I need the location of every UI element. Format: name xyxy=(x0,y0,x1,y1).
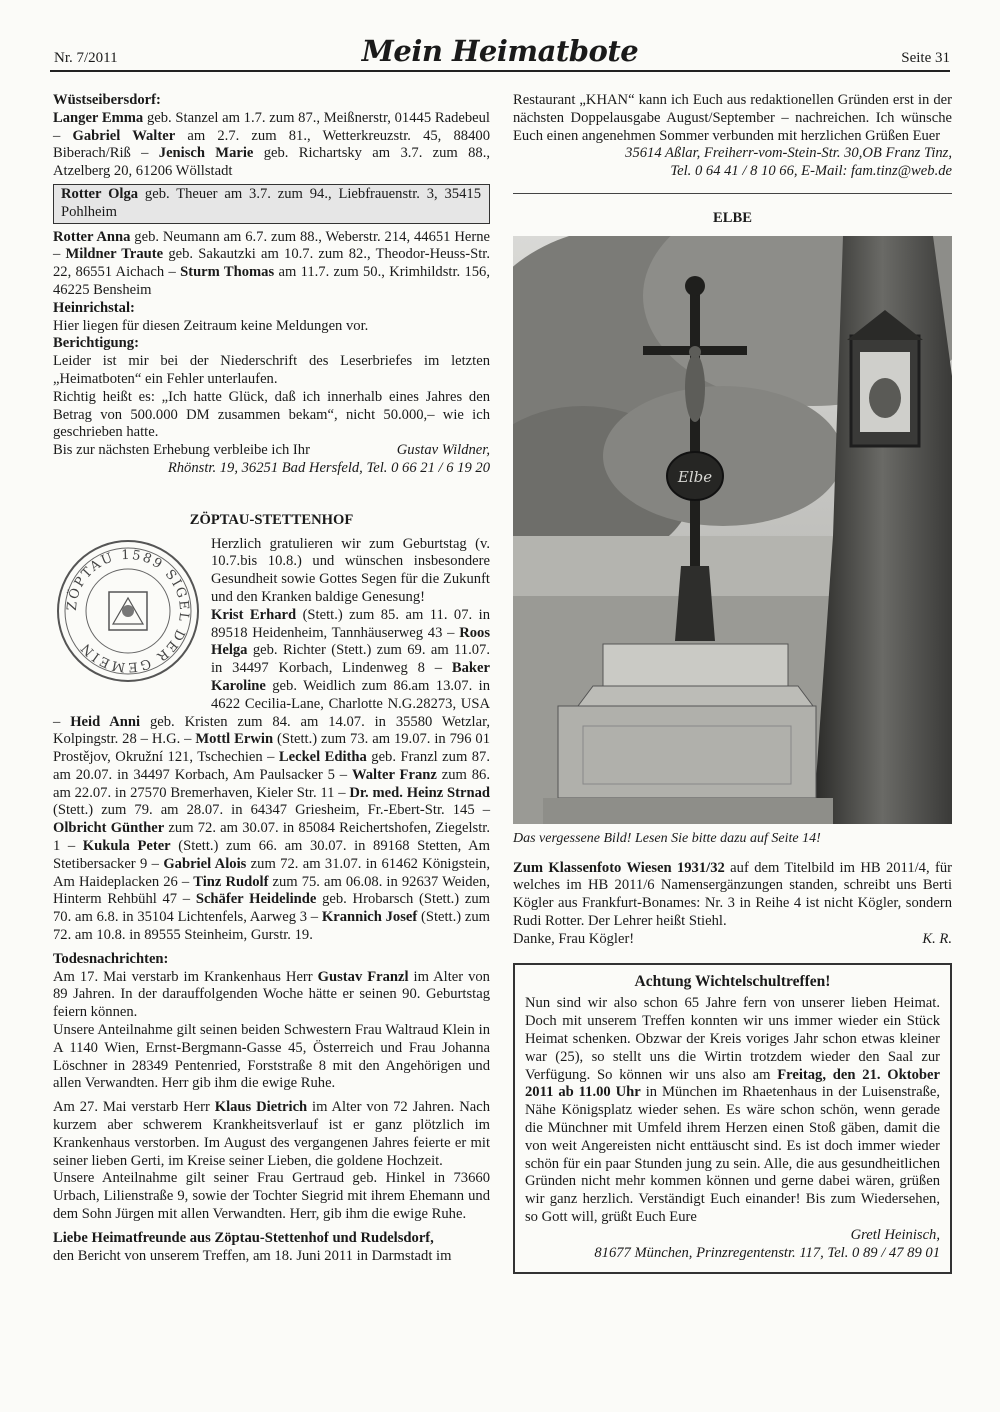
left-column xyxy=(53,92,490,1265)
obituary-franzl xyxy=(53,969,490,1022)
letter-heading: Liebe Heimatfreunde aus Zöptau-Stettenhof und Rudelsdorf, xyxy=(53,1229,434,1246)
issue-number: Nr. 7/2011 xyxy=(54,50,118,66)
person-name: Sturm Thomas xyxy=(180,264,275,281)
text-run: (Stett.) zum 72. am 10.8. in 89555 Steinheim, Gurstr. 19. xyxy=(53,909,490,944)
text-run: Am 27. Mai verstarb Herr xyxy=(53,1099,215,1116)
right-column xyxy=(513,92,952,1274)
letter-continuation: Restaurant „KHAN“ kann ich Euch aus redaktionellen Gründen erst in der nächsten Doppelausgabe August/September – nachreichen. Ich wünsche Euch einen angenehmen Sommer verbunden mit herzlichen Grüßen Euer OB Franz Tinz, xyxy=(513,92,952,162)
person-name: Gabriel Alois xyxy=(163,855,247,872)
seal-lettering: ZÖPTAU 1589 SIGEL DER GEMEIN xyxy=(64,547,192,674)
reunion-address: 81677 München, Prinzregentenstr. 117, Tel. 0 89 / 47 89 01 xyxy=(594,1244,940,1261)
person-name: Langer Emma xyxy=(53,109,144,126)
text-run: am 11.7. zum 50., Krimhildstr. 156, 46225 Bensheim xyxy=(53,264,490,298)
text-run: geb. Hrobarsch (Stett.) zum 70. am 6.8. in 35104 Lichtenfels, Aarweg 3 – xyxy=(53,891,490,926)
text-run: (Stett.) zum 79. am 28.07. in 64347 Griesheim, Fr.-Ebert-Str. 145 – xyxy=(53,802,490,819)
reunion-notice-box xyxy=(513,963,952,1275)
section-heading-obituaries: Todesnachrichten: xyxy=(53,950,169,967)
text-run: zum 86. am 22.07. in 27570 Bremerhaven, Kieler Str. 11 – xyxy=(53,766,490,801)
birthday-list-wuestseibersdorf xyxy=(53,110,490,181)
person-name: Mildner Traute xyxy=(65,246,164,263)
person-name: Roos Helga xyxy=(211,624,490,659)
reunion-signature: Gretl Heinisch, xyxy=(850,1226,940,1243)
letter-signature: OB Franz Tinz, xyxy=(862,145,952,162)
person-name: Dr. med. Heinz Strnad xyxy=(349,784,490,801)
text-run: geb. Franzl zum 87. am 20.07. in 34497 Korbach, Am Paulsacker 5 – xyxy=(53,749,490,783)
text-run: geb. Kristen zum 84. am 14.07. in 35580 Wetzlar, Kolpingstr. 28 – H.G. – xyxy=(53,713,491,748)
text-run: geb. Richter (Stett.) zum 69. am 11.07. in 34497 Korbach, Lindenweg 8 – xyxy=(211,642,490,677)
reunion-text xyxy=(525,995,940,1226)
text-run: (Stett.) zum 66. am 30.07. in 89168 Stetten, Am Stetibersacker 9 – xyxy=(53,838,490,872)
text-run: geb. Theuer am 3.7. zum 94., Liebfrauenstr. 3, 35415 Pohlheim xyxy=(61,185,481,220)
correction-address: Rhönstr. 19, 36251 Bad Hersfeld, Tel. 0 66 21 / 6 19 20 xyxy=(167,459,490,476)
letter-address-1: 35614 Aßlar, Freiherr-vom-Stein-Str. 30, xyxy=(625,145,863,162)
obituary-franzl-condolence: Unsere Anteilnahme gilt seinen beiden Schwestern Frau Waltraud Klein in A 1140 Wien, Ernst-Bergmann-Gasse 45, Österreich und Frau Johanna Löschner in 28349 Pentenried, Forststraße 8 mit den Angehörigen und allen Verwandten. Herr gib ihm die ewige Ruhe. xyxy=(53,1022,490,1092)
person-name: Tinz Rudolf xyxy=(193,873,269,890)
page-number: Seite 31 xyxy=(901,50,950,66)
person-name: Gabriel Walter xyxy=(72,127,176,144)
text-run: im Alter von 72 Jahren. Nach kurzem aber schwerem Krankheitsverlauf ist er ganz plötzlich im Krankenhaus verstorben. Im August des vergangenen Jahres feierte er mit seiner lieben Gerti, im Kreise seiner Lieben, die goldene Hochzeit. xyxy=(53,1099,490,1169)
text-run: (Stett.) zum 73. am 19.07. in 796 01 Prostějov, Okružní 121, Tschechien – xyxy=(53,731,490,766)
text-run: im Alter von 89 Jahren. In der darauffolgenden Woche hätte er seinen 90. Geburtstag feiern können. xyxy=(53,968,490,1021)
birthday-list-continued xyxy=(53,229,490,300)
correction-closing: Bis zur nächsten Erhebung verbleibe ich Ihr Gustav Wildner, xyxy=(53,442,490,459)
highlight-box-rotter-olga xyxy=(53,184,490,224)
person-name: Krannich Josef xyxy=(321,909,418,926)
person-name: Klaus Dietrich xyxy=(214,1099,308,1116)
text-run: Am 17. Mai verstarb im Krankenhaus Herr xyxy=(53,968,318,985)
section-heading-wuestseibersdorf: Wüstseibersdorf: xyxy=(53,92,161,108)
correction-signature: Gustav Wildner, xyxy=(396,442,490,459)
person-name: Heid Anni xyxy=(70,713,141,730)
section-heading-zoeptau: ZÖPTAU-STETTENHOF xyxy=(189,511,354,528)
class-photo-signature: K. R. xyxy=(922,930,952,947)
zoeptau-intro: Herzlich gratulieren wir zum Geburtstag (v. 10.7.bis 10.8.) und wünschen insbesondere Gesundheit sowie Gottes Segen für die Zukunft und den Kranken baldige Genesung! xyxy=(211,535,490,605)
class-photo-note xyxy=(513,860,952,931)
section-heading-heinrichstal: Heinrichstal: xyxy=(53,299,135,316)
municipal-seal-image xyxy=(53,536,203,696)
correction-text-1: Leider ist mir bei der Niederschrift des Leserbriefes im letzten „Heimatboten“ ein Fehler unterlaufen. xyxy=(53,353,490,387)
text-run: geb. Stanzel am 1.7. zum 87., Meißnerstr, 01445 Radebeul – xyxy=(53,109,490,144)
person-name: Freitag, den 21. Oktober 2011 ab 11.00 Uhr xyxy=(525,1066,940,1101)
text-run: auf dem Titelbild im HB 2011/4, für welches im HB 2011/6 Namensergänzungen standen, schreibt uns Berti Kögler aus Frankfurt-Bonames: Nr. 3 in Reihe 4 ist nicht Kögler, sondern Rudi Rotter. Der Lehrer heißt Stiehl. xyxy=(513,859,952,929)
letter-text: den Bericht von unserem Treffen, am 18. Juni 2011 in Darmstadt im xyxy=(53,1247,452,1264)
person-name: Rotter Olga xyxy=(61,185,139,202)
person-name: Zum Klassenfoto Wiesen 1931/32 xyxy=(513,859,725,876)
class-photo-thanks: Danke, Frau Kögler! K. R. xyxy=(513,930,952,947)
person-name: Krist Erhard xyxy=(211,606,297,623)
masthead-logo: Mein Heimatbote xyxy=(361,34,639,68)
text-run: am 2.7. zum 81., Wetterkreuzstr. 45, 88400 Biberach/Riß – xyxy=(53,127,490,162)
heinrichstal-text: Hier liegen für diesen Zeitraum keine Meldungen vor. xyxy=(53,317,369,334)
person-name: Baker Karoline xyxy=(211,660,490,694)
cross-plaque-text: Elbe xyxy=(677,467,713,486)
section-divider xyxy=(513,193,952,194)
section-heading-elbe: ELBE xyxy=(713,209,752,226)
person-name: Schäfer Heidelinde xyxy=(195,891,317,908)
text-run: in München im Rhaetenhaus in der Luisenstraße, Nähe Königsplatz wieder sehen. Es wäre schon schön, wenn gerade die Münchner mit Umfeld ihrem Herzen einen Stoß gäben, damit die von weit Angereisten nicht enttäuscht sind. Es ist doch immer wieder schön für ein paar Stunden jung zu sein. Alle, die aus gesundheitlichen Gründen nicht mehr kommen können und gerne dabei wären, grüßen wir ganz herzlich. Verständigt Euch einander! Bis zum Wiedersehen, so Gott will, grüßt Euch Eure xyxy=(525,1084,940,1225)
obituary-dietrich xyxy=(53,1099,490,1170)
highlight-text xyxy=(61,186,481,222)
text-run: geb. Richartsky am 3.7. zum 88., Atzelberg 20, 61206 Wöllstadt xyxy=(53,145,490,180)
section-heading-berichtigung: Berichtigung: xyxy=(53,335,139,352)
person-name: Rotter Anna xyxy=(53,228,131,245)
text-run: geb. Neumann am 6.7. zum 88., Weberstr. 214, 44651 Herne – xyxy=(53,228,490,263)
wayside-cross-photo xyxy=(513,236,952,824)
obituary-dietrich-condolence: Unsere Anteilnahme gilt seiner Frau Gertraud geb. Hinkel in 73660 Urbach, Lilienstraße 9, sowie der Tochter Siegrid mit ihrem Ehemann und dem Sohn Jürgen mit allen Verwandten. Herr, gib ihm die ewige Ruhe. xyxy=(53,1170,490,1223)
person-name: Gustav Franzl xyxy=(317,968,409,985)
text-run: zum 72. am 30.07. in 85084 Reichertshofen, Ziegelstr. 1 – xyxy=(53,820,490,855)
text-run: geb. Weidlich zum 86.am 13.07. in 4622 Cecilia-Lane, Charlotte N.G.28273, USA – xyxy=(53,677,490,730)
text-run: (Stett.) zum 85. am 11. 07. in 89518 Heidenheim, Tannhäuserweg 43 – xyxy=(211,606,490,641)
person-name: Olbricht Günther xyxy=(53,820,165,837)
person-name: Kukula Peter xyxy=(82,838,171,855)
letter-address-2: Tel. 0 64 41 / 8 10 66, E-Mail: fam.tinz@web.de xyxy=(670,163,952,180)
text-run: geb. Sakautzki am 10.7. zum 82., Theodor-Heuss-Str. 22, 86551 Aichach – xyxy=(53,246,490,281)
photo-caption: Das vergessene Bild! Lesen Sie bitte dazu auf Seite 14! xyxy=(513,830,821,846)
text-run: zum 72. am 31.07. in 61462 Königstein, Am Haideplacken 26 – xyxy=(53,855,490,890)
person-name: Jenisch Marie xyxy=(158,145,254,162)
header-rule xyxy=(50,70,950,72)
text-run: zum 75. am 06.08. in 92637 Weiden, Hinterm Rehbühl 47 – xyxy=(53,873,490,908)
reunion-heading: Achtung Wichtelschultreffen! xyxy=(634,972,831,990)
text-run: Nun sind wir also schon 65 Jahre fern von unserer lieben Heimat. Doch mit unserem Treffen konnten wir uns immer wieder ein Stück Heimat schenken. Obzwar der Kreis voriges Jahr schon etwas kleiner war (25), so stellt uns die Wirtin trotzdem wieder den Saal zur Verfügung. So können wir uns also am xyxy=(525,995,940,1083)
person-name: Leckel Editha xyxy=(278,749,367,766)
correction-text-2: Richtig heißt es: „Ich hatte Glück, daß ich innerhalb eines Jahres den Betrag von 500.000 DM zusammen bekam“, nicht 50.000,– wie ich geschrieben hatte. xyxy=(53,388,490,441)
person-name: Mottl Erwin xyxy=(195,731,274,748)
person-name: Walter Franz xyxy=(351,766,437,783)
